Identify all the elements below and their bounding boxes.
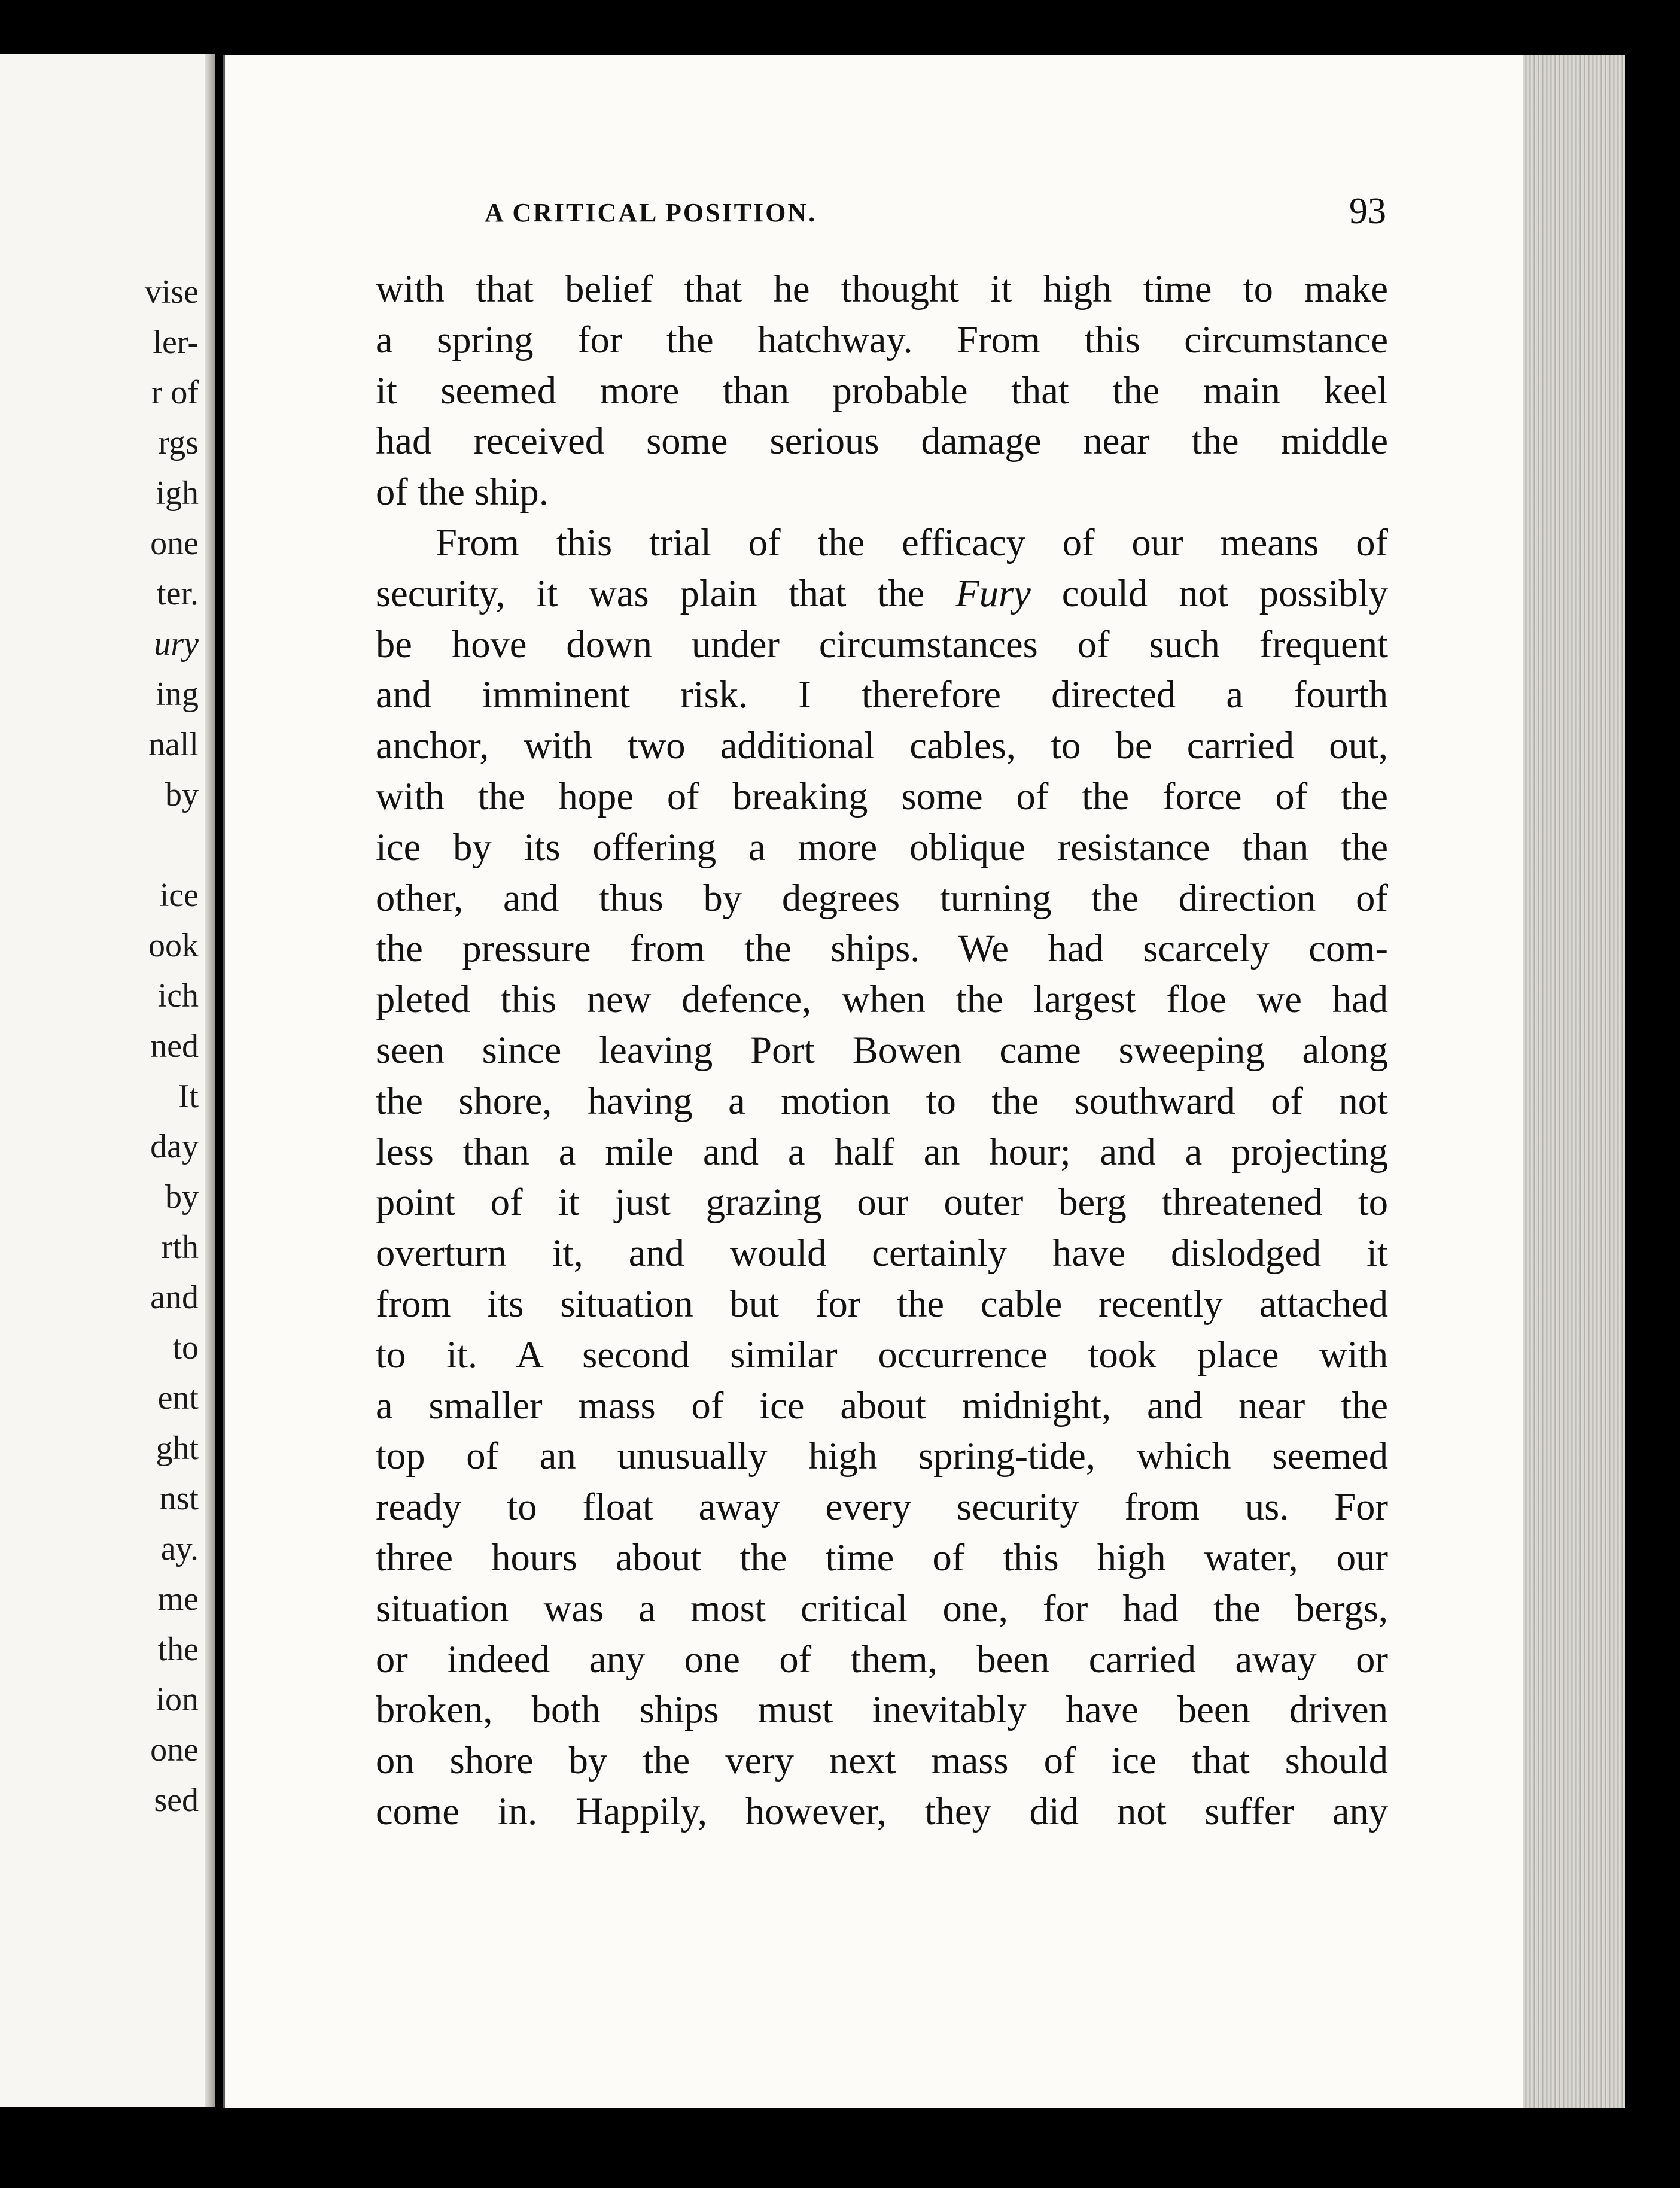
text-line: with that belief that he thought it high time to make	[376, 267, 1388, 310]
text-line: pleted this new defence, when the largest floe we had	[376, 977, 1388, 1021]
previous-page-line: vise	[144, 274, 199, 311]
previous-page-line: r of	[151, 374, 199, 411]
text-line: situation was a most critical one, for had the bergs,	[376, 1586, 1388, 1630]
text-line: overturn it, and would certainly have dislodged it	[376, 1231, 1388, 1275]
text-line: top of an unusually high spring-tide, which seemed	[376, 1434, 1388, 1478]
previous-page-line: one	[150, 1731, 199, 1768]
text-line: to it. A second similar occurrence took place with	[376, 1332, 1388, 1376]
text-line: less than a mile and a half an hour; and a projecting	[376, 1129, 1388, 1173]
text-line: a smaller mass of ice about midnight, and near the	[376, 1383, 1388, 1427]
text-line: on shore by the very next mass of ice that should	[376, 1739, 1388, 1782]
text-segment: could not possibly	[1061, 571, 1389, 615]
previous-page-line: nall	[148, 726, 199, 763]
previous-page-line: ury	[154, 625, 199, 663]
text-line: a spring for the hatchway. From this circumstance	[376, 317, 1388, 361]
previous-page-line: one	[150, 525, 199, 562]
previous-page-line: igh	[156, 475, 199, 512]
previous-page-line: and	[150, 1279, 199, 1316]
text-line: three hours about the time of this high water, our	[376, 1535, 1388, 1579]
text-line: point of it just grazing our outer berg threatened to	[376, 1180, 1388, 1224]
previous-page-line: me	[157, 1581, 199, 1618]
paragraph-first-line: From this trial of the efficacy of our means of	[436, 520, 1388, 564]
text-line: ready to float away every security from us. For	[376, 1485, 1388, 1528]
previous-page-line: the	[157, 1631, 199, 1668]
text-line: had received some serious damage near the middle	[376, 419, 1388, 463]
text-line: seen since leaving Port Bowen came sweeping along	[376, 1028, 1388, 1071]
text-line: from its situation but for the cable recently attached	[376, 1281, 1388, 1325]
text-line: the shore, having a motion to the southward of not	[376, 1078, 1388, 1122]
previous-page-line: ler-	[153, 324, 199, 361]
previous-page-line: ent	[157, 1379, 199, 1417]
text-line: ice by its offering a more oblique resistance than the	[376, 825, 1388, 868]
text-line: be hove down under circumstances of such frequent	[376, 622, 1388, 665]
text-line: of the ship.	[376, 470, 549, 513]
text-line: and imminent risk. I therefore directed a fourth	[376, 673, 1388, 716]
previous-page-line: ion	[156, 1681, 199, 1718]
previous-page-line: nst	[159, 1480, 199, 1517]
page-number: 93	[1349, 191, 1386, 232]
previous-page-line: to	[172, 1329, 199, 1366]
text-line	[376, 568, 1388, 619]
running-head: A CRITICAL POSITION.	[485, 198, 817, 227]
previous-page-line: ned	[150, 1028, 199, 1065]
previous-page-line: by	[165, 1178, 199, 1215]
previous-page-line: ice	[159, 877, 199, 914]
text-line: with the hope of breaking some of the force of the	[376, 774, 1388, 818]
previous-page-line: sed	[154, 1782, 199, 1819]
text-line: the pressure from the ships. We had scarcely com-	[376, 926, 1388, 970]
italic-ship-name: Fury	[955, 571, 1031, 615]
previous-page-line: day	[150, 1128, 199, 1165]
previous-page-line: ter.	[157, 575, 199, 612]
previous-page-line: It	[178, 1078, 199, 1115]
text-line: it seemed more than probable that the main keel	[376, 368, 1388, 412]
previous-page-line: ay.	[160, 1530, 199, 1567]
previous-page-line: ook	[148, 927, 199, 964]
page-edges	[1523, 55, 1625, 2108]
book-gutter	[205, 54, 215, 2107]
text-segment: security, it was plain that the	[376, 571, 925, 615]
body-text	[376, 263, 1388, 1837]
previous-page-line: ich	[157, 977, 199, 1014]
text-line: come in. Happily, however, they did not suffer any	[376, 1789, 1388, 1833]
previous-page-line: rgs	[158, 424, 199, 461]
previous-page-line: rth	[161, 1229, 199, 1266]
previous-page-line: ing	[156, 676, 199, 713]
text-line: anchor, with two additional cables, to be carried out,	[376, 724, 1388, 767]
text-line: broken, both ships must inevitably have been driven	[376, 1688, 1388, 1731]
text-line: or indeed any one of them, been carried away or	[376, 1637, 1388, 1680]
previous-page-line: by	[165, 776, 199, 813]
previous-page	[0, 54, 215, 2107]
previous-page-line: ght	[156, 1430, 199, 1467]
text-line: other, and thus by degrees turning the direction of	[376, 876, 1388, 919]
